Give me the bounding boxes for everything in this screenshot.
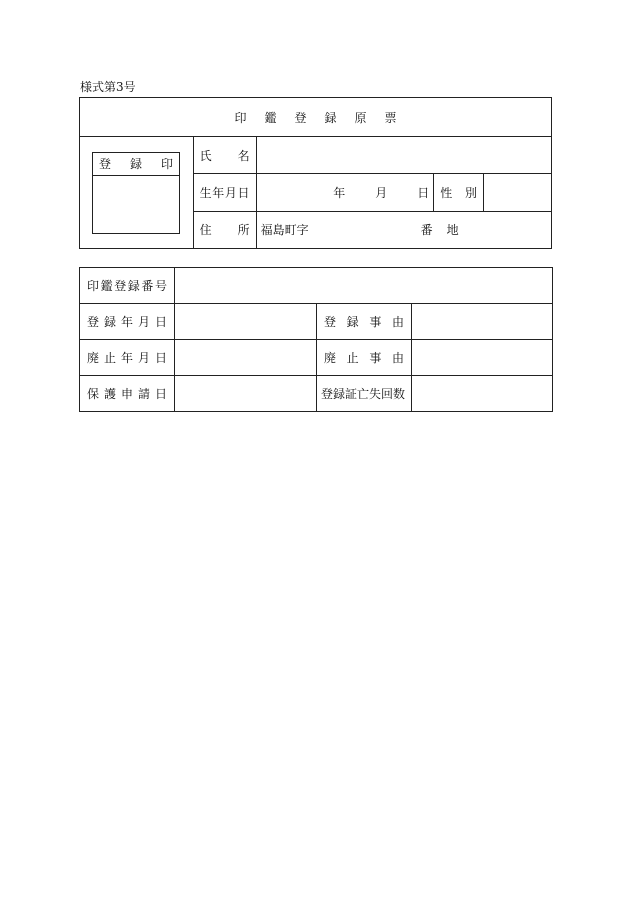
label-char: 日 — [154, 351, 167, 365]
day-unit: 日 — [417, 185, 430, 200]
label-char: 号 — [154, 279, 167, 293]
birthdate-label — [193, 174, 256, 211]
address-town-prefix: 福島町字 — [260, 223, 309, 238]
label-char: 請 — [137, 387, 150, 401]
birthdate-label-char: 月 — [224, 185, 237, 200]
abolition-reason-label — [317, 340, 412, 376]
label-char: 録 — [346, 315, 359, 329]
label-char: 事 — [369, 351, 382, 365]
protection-request-date-field[interactable] — [175, 376, 317, 412]
certificate-lost-count-field[interactable] — [412, 376, 553, 412]
label-char: 年 — [120, 351, 133, 365]
registration-reason-field[interactable] — [412, 304, 553, 340]
abolition-date-label — [80, 340, 175, 376]
label-char: 登 — [114, 279, 127, 293]
label-char: 登 — [87, 315, 100, 329]
label-char: 廃 — [87, 351, 100, 365]
gender-label — [434, 174, 484, 211]
seal-box-heading — [93, 153, 179, 176]
birthdate-field[interactable] — [256, 174, 434, 211]
label-char: 鑑 — [100, 279, 113, 293]
registration-reason-label — [317, 304, 412, 340]
label-char: 由 — [391, 351, 404, 365]
form-number-label: 様式第3号 — [80, 80, 136, 94]
label-char: 年 — [120, 315, 133, 329]
gender-label-char: 別 — [464, 185, 477, 200]
seal-stamp-box[interactable] — [92, 152, 180, 234]
label-char: 録 — [103, 315, 116, 329]
card-title — [80, 98, 552, 137]
label-char: 月 — [137, 315, 150, 329]
year-unit: 年 — [333, 185, 346, 200]
label-char: 印 — [87, 279, 100, 293]
abolition-reason-field[interactable] — [412, 340, 553, 376]
label-char: 止 — [103, 351, 116, 365]
address-label-char: 住 — [199, 223, 212, 238]
registry-record-table — [79, 267, 553, 412]
seal-number-field[interactable] — [175, 268, 553, 304]
label-char: 録 — [127, 279, 140, 293]
label-char: 日 — [154, 315, 167, 329]
seal-heading-char: 録 — [129, 157, 142, 171]
seal-heading-char: 印 — [160, 157, 173, 171]
label-char: 止 — [346, 351, 359, 365]
name-label — [193, 137, 256, 174]
birthdate-label-char: 日 — [237, 185, 250, 200]
gender-label-char: 性 — [440, 185, 453, 200]
seal-number-label — [80, 268, 175, 304]
gender-field[interactable] — [483, 174, 551, 211]
address-banchi-char: 地 — [446, 223, 459, 238]
abolition-date-field[interactable] — [175, 340, 317, 376]
label-char: 護 — [103, 387, 116, 401]
title-char: 登 — [294, 110, 307, 125]
label-char: 日 — [154, 387, 167, 401]
label-char: 番 — [141, 279, 154, 293]
protection-request-date-label — [80, 376, 175, 412]
label-char: 廃 — [324, 351, 337, 365]
month-unit: 月 — [375, 185, 388, 200]
registration-date-label — [80, 304, 175, 340]
seal-registration-card — [79, 97, 552, 249]
registration-date-field[interactable] — [175, 304, 317, 340]
name-field[interactable] — [256, 137, 551, 174]
label-char: 月 — [137, 351, 150, 365]
address-label — [193, 211, 256, 248]
address-banchi-char: 番 — [420, 223, 433, 238]
address-field[interactable] — [256, 211, 551, 248]
address-label-char: 所 — [237, 223, 250, 238]
title-char: 印 — [234, 110, 247, 125]
title-char: 票 — [384, 110, 397, 125]
seal-area — [80, 137, 194, 249]
label-char: 登 — [324, 315, 337, 329]
label-char: 事 — [369, 315, 382, 329]
seal-heading-char: 登 — [99, 157, 112, 171]
title-char: 原 — [354, 110, 367, 125]
lost-count-text: 登録証亡失回数 — [321, 387, 406, 401]
label-char: 申 — [120, 387, 133, 401]
title-char: 鑑 — [264, 110, 277, 125]
birthdate-label-char: 年 — [212, 185, 225, 200]
birthdate-label-char: 生 — [199, 185, 212, 200]
title-char: 録 — [324, 110, 337, 125]
label-char: 保 — [87, 387, 100, 401]
name-label-char: 氏 — [199, 148, 212, 163]
certificate-lost-count-label — [317, 376, 412, 412]
label-char: 由 — [391, 315, 404, 329]
name-label-char: 名 — [237, 148, 250, 163]
